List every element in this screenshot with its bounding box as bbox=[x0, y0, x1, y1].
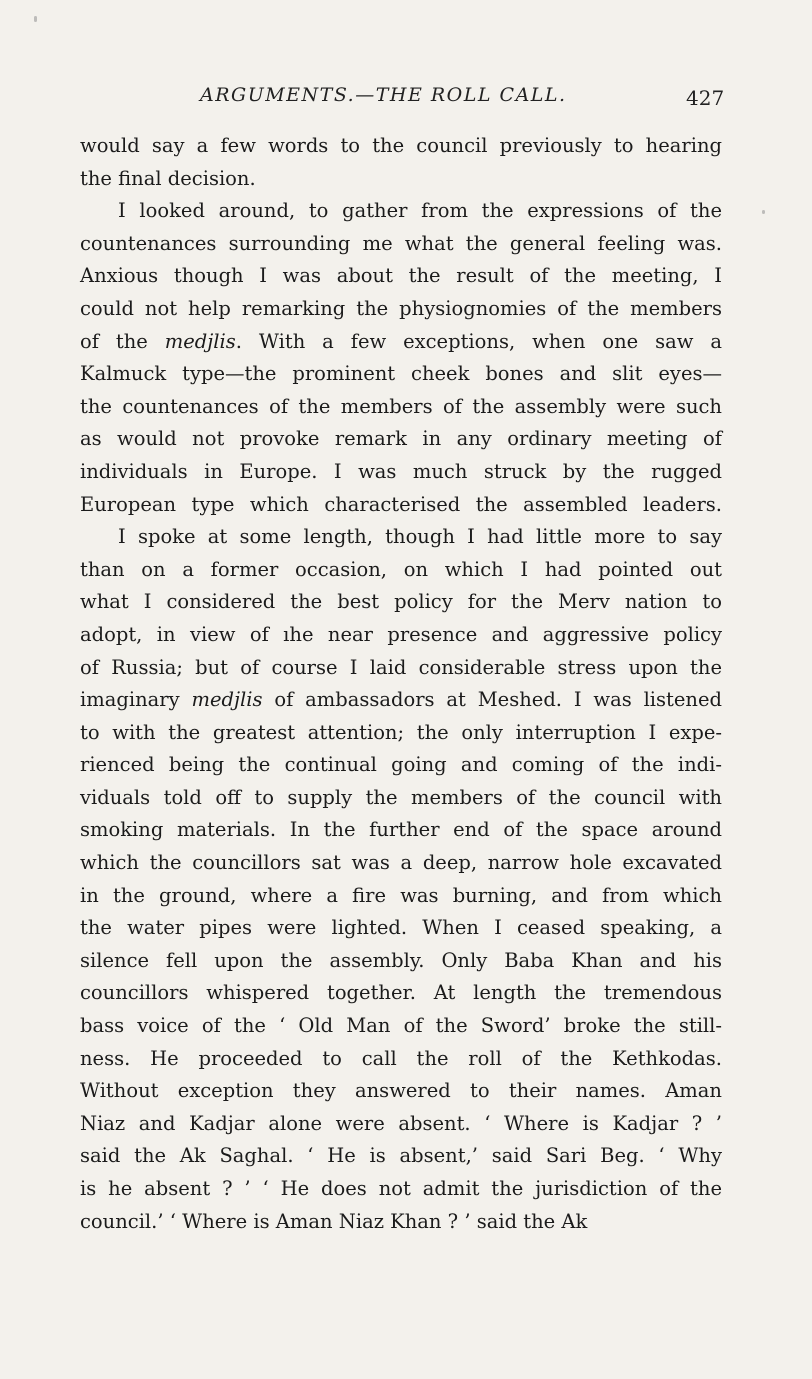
text-line bbox=[80, 717, 722, 750]
text-segment: which the councillors sat was a deep, narrow hole excavated bbox=[80, 851, 722, 875]
text-segment: Without exception they answered to their names. Aman bbox=[80, 1079, 722, 1103]
text-line bbox=[80, 423, 722, 456]
text-segment: European type which characterised the assembled leaders. bbox=[80, 492, 722, 516]
text-line bbox=[80, 489, 722, 522]
text-segment: would say a few words to the council previously to hearing bbox=[80, 134, 722, 157]
text-line bbox=[80, 782, 722, 815]
text-segment: Kalmuck type—the prominent cheek bones and slit eyes— bbox=[80, 362, 722, 386]
paper-speck bbox=[34, 16, 37, 22]
text-line bbox=[80, 456, 722, 489]
text-segment: adopt, in view of ıhe near presence and aggressive policy bbox=[80, 622, 722, 646]
text-segment: councillors whispered together. At length the tremendous bbox=[80, 981, 722, 1005]
text-line bbox=[80, 521, 722, 554]
text-line bbox=[80, 163, 722, 196]
text-line bbox=[80, 1140, 722, 1173]
text-segment: individuals in Europe. I was much struck by the rugged bbox=[80, 459, 722, 483]
text-segment: of ambassadors at Meshed. I was listened bbox=[262, 688, 723, 712]
text-segment: as would not provoke remark in any ordinary meeting of bbox=[80, 427, 722, 451]
text-segment: the water pipes were lighted. When I ceased speaking, a bbox=[80, 916, 722, 940]
text-line bbox=[80, 228, 722, 261]
text-line bbox=[80, 293, 722, 326]
running-head: ARGUMENTS.—THE ROLL CALL. bbox=[200, 84, 567, 106]
text-line bbox=[80, 1173, 722, 1206]
text-line bbox=[80, 1075, 722, 1108]
text-segment: countenances surrounding me what the general feeling was. bbox=[80, 231, 722, 255]
italic-term: medjlis bbox=[164, 329, 236, 353]
text-line bbox=[80, 130, 722, 163]
text-line bbox=[80, 260, 722, 293]
text-line bbox=[80, 749, 722, 782]
text-segment: I spoke at some length, though I had little more to say bbox=[118, 525, 722, 549]
text-segment: bass voice of the ‘ Old Man of the Sword’ broke the still- bbox=[80, 1014, 722, 1038]
text-line bbox=[80, 912, 722, 945]
text-segment: is he absent ? ’ ‘ He does not admit the jurisdiction of the bbox=[80, 1177, 722, 1200]
text-line bbox=[80, 880, 722, 913]
text-line bbox=[80, 814, 722, 847]
page-header bbox=[0, 84, 812, 114]
text-segment: of the bbox=[80, 329, 165, 353]
italic-term: medjlis bbox=[191, 688, 263, 712]
text-segment: . With a few exceptions, when one saw a bbox=[235, 329, 722, 353]
text-line bbox=[80, 684, 722, 717]
text-segment: silence fell upon the assembly. Only Baba Khan and his bbox=[80, 948, 722, 972]
text-line bbox=[80, 326, 722, 359]
text-line bbox=[80, 619, 722, 652]
text-line bbox=[80, 1010, 722, 1043]
text-segment: could not help remarking the physiognomies of the members bbox=[80, 296, 722, 320]
text-line bbox=[80, 195, 722, 228]
text-line bbox=[80, 586, 722, 619]
text-segment: the final decision. bbox=[80, 166, 256, 190]
text-segment: Anxious though I was about the result of the meeting, I bbox=[80, 264, 722, 288]
text-line bbox=[80, 652, 722, 685]
text-line bbox=[80, 391, 722, 424]
text-segment: in the ground, where a fire was burning, and from which bbox=[80, 883, 722, 907]
text-segment: than on a former occasion, on which I had pointed out bbox=[80, 557, 722, 581]
text-segment: imaginary bbox=[80, 688, 192, 712]
text-line bbox=[80, 1206, 722, 1239]
text-line bbox=[80, 945, 722, 978]
text-segment: I looked around, to gather from the expressions of the bbox=[118, 199, 722, 223]
text-segment: smoking materials. In the further end of the space around bbox=[80, 818, 722, 842]
paper-speck bbox=[762, 210, 765, 214]
text-segment: the countenances of the members of the assembly were such bbox=[80, 394, 722, 418]
text-segment: ness. He proceeded to call the roll of the Kethkodas. bbox=[80, 1046, 722, 1070]
text-segment: to with the greatest attention; the only interruption I expe- bbox=[80, 720, 722, 744]
text-segment: of Russia; but of course I laid considerable stress upon the bbox=[80, 655, 722, 679]
text-line bbox=[80, 977, 722, 1010]
text-line bbox=[80, 1108, 722, 1141]
text-line bbox=[80, 554, 722, 587]
text-segment: Niaz and Kadjar alone were absent. ‘ Where is Kadjar ? ’ bbox=[80, 1111, 722, 1135]
text-line bbox=[80, 1043, 722, 1076]
text-segment: council.’ ‘ Where is Aman Niaz Khan ? ’ said the Ak bbox=[80, 1209, 588, 1233]
text-line bbox=[80, 847, 722, 880]
page-number: 427 bbox=[686, 86, 725, 110]
body-text bbox=[80, 130, 722, 1238]
text-segment: rienced being the continual going and coming of the indi- bbox=[80, 753, 722, 777]
text-segment: viduals told off to supply the members of the council with bbox=[80, 785, 722, 809]
text-line bbox=[80, 358, 722, 391]
text-segment: said the Ak Saghal. ‘ He is absent,’ said Sari Beg. ‘ Why bbox=[80, 1144, 722, 1168]
text-segment: what I considered the best policy for the Merv nation to bbox=[80, 590, 722, 614]
